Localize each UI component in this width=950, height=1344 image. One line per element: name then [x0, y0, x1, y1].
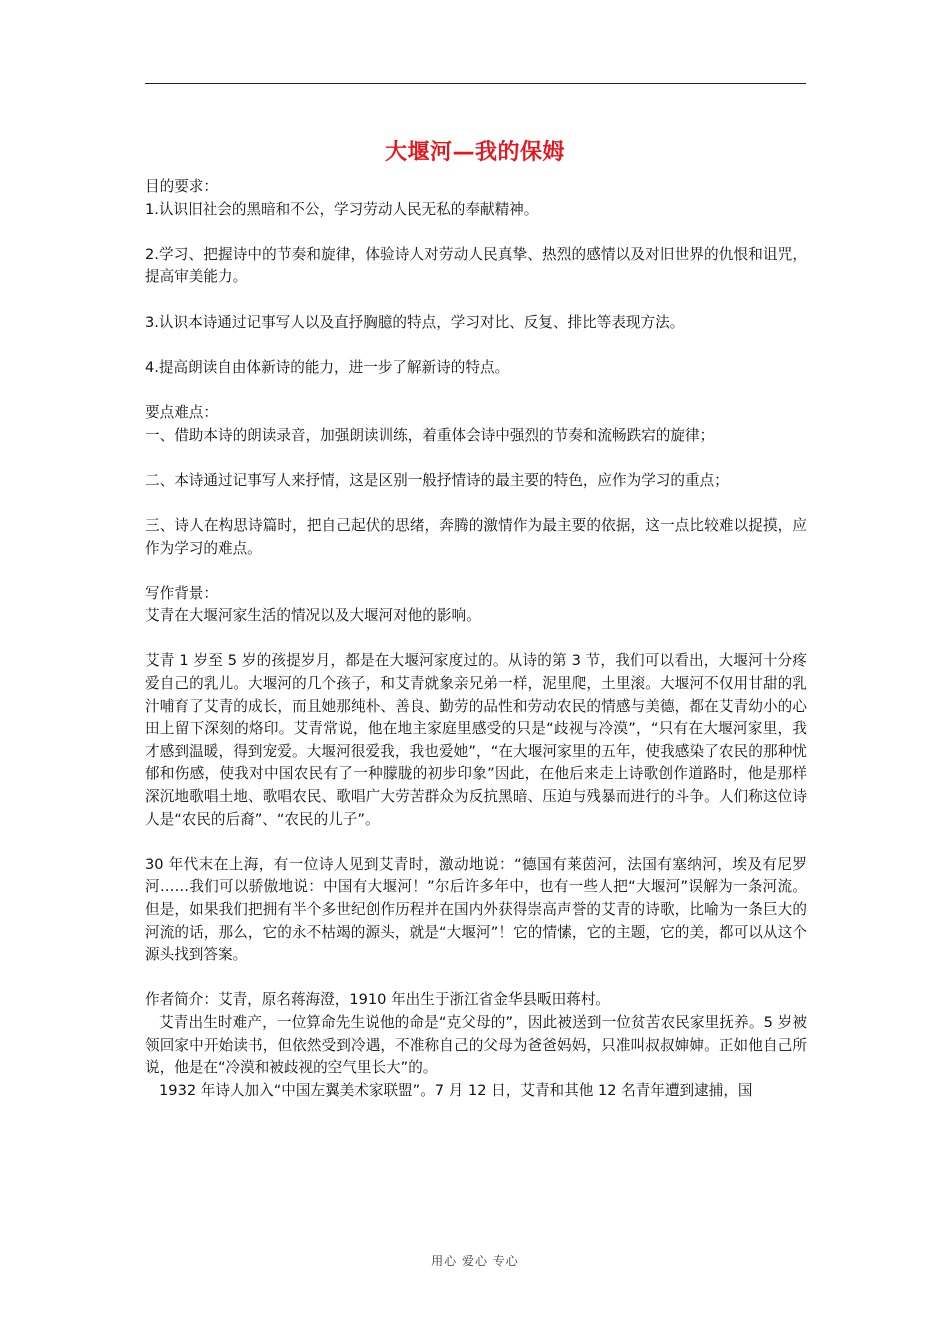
page-footer: 用心 爱心 专心	[431, 1254, 519, 1268]
background-paragraph: 30 年代末在上海，有一位诗人见到艾青时，激动地说：“德国有莱茵河，法国有塞纳河，埃及有尼罗河……我们可以骄傲地说：中国有大堰河！”尔后许多年中，也有一些人把“大堰河”误解为一条河流。但是，如果我们把拥有半个多世纪创作历程并在国内外获得崇高声誉的艾青的诗歌，比喻为一条巨大的河流的话，那么，它的永不枯竭的源头，就是“大堰河”！它的情愫，它的主题，它的美，都可以从这个源头找到答案。	[145, 855, 807, 964]
objective-item: 1.认识旧社会的黑暗和不公，学习劳动人民无私的奉献精神。	[145, 200, 539, 218]
background-intro: 艾青在大堰河家生活的情况以及大堰河对他的影响。	[145, 607, 481, 625]
objectives-heading: 目的要求：	[145, 178, 218, 195]
objective-item: 2.学习、把握诗中的节奏和旋律，体验诗人对劳动人民真挚、热烈的感情以及对旧世界的仇恨和诅咒，提高审美能力。	[145, 245, 807, 286]
keypoints-heading: 要点难点：	[145, 403, 218, 421]
background-heading: 写作背景：	[145, 584, 218, 602]
objective-item: 4.提高朗读自由体新诗的能力，进一步了解新诗的特点。	[145, 358, 510, 376]
background-paragraph: 艾青 1 岁至 5 岁的孩提岁月，都是在大堰河家度过的。从诗的第 3 节，我们可以看出，大堰河十分疼爱自己的乳儿。大堰河的几个孩子，和艾青就象亲兄弟一样，泥里爬，土里滚。大堰河不仅用甘甜的乳汁哺育了艾青的成长，而且她那纯朴、善良、勤劳的品性和劳动农民的情感与美德，都在艾青幼小的心田上留下深刻的烙印。艾青常说，他在地主家庭里感受的只是“歧视与冷漠”，“只有在大堰河家里，我才感到温暖，得到宠爱。大堰河很爱我，我也爱她”，“在大堰河家里的五年，使我感染了农民的那种忧郁和伤感，使我对中国农民有了一种朦胧的初步印象”因此，在他后来走上诗歌创作道路时，他是那样深沉地歌唱土地、歌唱农民、歌唱广大劳苦群众为反抗黑暗、压迫与残暴而进行的斗争。人们称这位诗人是“农民的后裔”、“农民的儿子”。	[145, 652, 807, 828]
author-paragraph: 艾青出生时难产，一位算命先生说他的命是“克父母的”，因此被送到一位贫苦农民家里抚养。5 岁被领回家中开始读书，但依然受到冷遇，不准称自己的父母为爸爸妈妈，只准叫叔叔婶婶。正如他自己所说，他是在“冷漠和被歧视的空气里长大”的。	[145, 1013, 807, 1077]
author-intro: 作者简介：艾青，原名蒋海澄，1910 年出生于浙江省金华县畈田蒋村。	[145, 991, 611, 1009]
header-rule	[145, 83, 806, 84]
author-paragraph: 1932 年诗人加入“中国左翼美术家联盟”。7 月 12 日，艾青和其他 12 名青年遭到逮捕，国	[159, 1081, 753, 1099]
keypoint-item: 二、本诗通过记事写人来抒情，这是区别一般抒情诗的最主要的特色，应作为学习的重点；	[145, 471, 729, 489]
document-body	[145, 176, 807, 1102]
objective-item: 3.认识本诗通过记事写人以及直抒胸臆的特点，学习对比、反复、排比等表现方法。	[145, 313, 685, 331]
keypoint-item: 一、借助本诗的朗读录音，加强朗读训练，着重体会诗中强烈的节奏和流畅跌宕的旋律；	[145, 426, 715, 444]
keypoint-item: 三、诗人在构思诗篇时，把自己起伏的思绪，奔腾的激情作为最主要的依据，这一点比较难以捉摸，应作为学习的难点。	[145, 516, 807, 557]
document-title: 大堰河—我的保姆	[384, 140, 565, 165]
